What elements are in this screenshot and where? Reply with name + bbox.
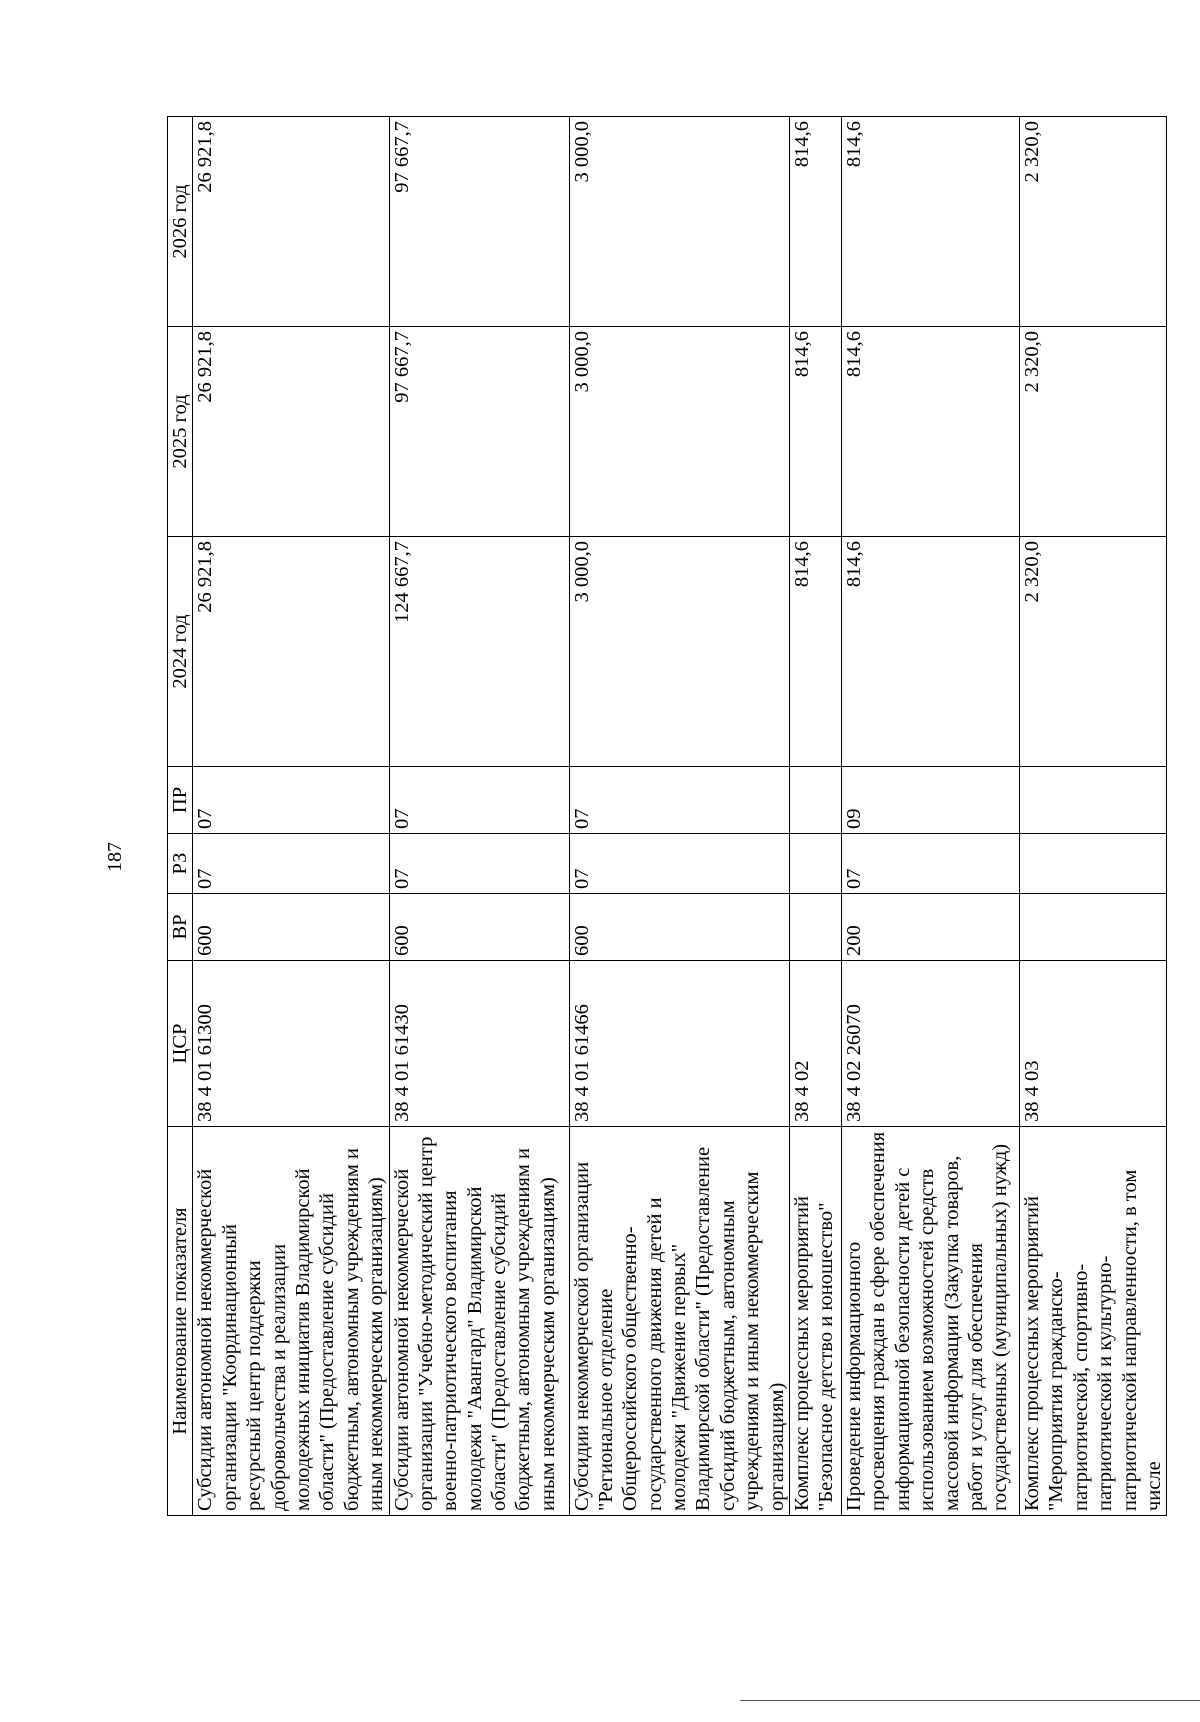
header-2025: 2025 год (168, 327, 193, 537)
table-row (569, 117, 790, 1516)
row-2026: 814,6 (790, 117, 842, 327)
row-2024: 26 921,8 (193, 537, 389, 767)
row-pr: 07 (193, 767, 389, 834)
header-rz: РЗ (168, 834, 193, 894)
table-row (193, 117, 389, 1516)
row-2025: 3 000,0 (569, 327, 790, 537)
row-csr: 38 4 02 (790, 961, 842, 1127)
row-rz (1020, 834, 1167, 894)
row-vr (790, 894, 842, 961)
row-name: Субсидии автономной некоммерческой организации "Координационный ресурсный центр поддержки добровольчества и реализации молодежных инициатив Владимирской области" (Предоставление субсидий бюджетным, автономным учреждениям и иным некоммерческим организациям) (193, 1127, 389, 1516)
row-vr: 600 (569, 894, 790, 961)
row-name: Комплекс процессных мероприятий "Мероприятия гражданско-патриотической, спортивно-патриотической и культурно-патриотической направленности, в том числе (1020, 1127, 1167, 1516)
table-row (1020, 117, 1167, 1516)
row-vr: 600 (193, 894, 389, 961)
header-csr: ЦСР (168, 961, 193, 1127)
header-row (168, 117, 193, 1516)
row-2024: 2 320,0 (1020, 537, 1167, 767)
row-2025: 26 921,8 (193, 327, 389, 537)
row-rz (790, 834, 842, 894)
row-pr: 09 (842, 767, 1020, 834)
row-csr: 38 4 03 (1020, 961, 1167, 1127)
header-2024: 2024 год (168, 537, 193, 767)
header-2026: 2026 год (168, 117, 193, 327)
row-rz: 07 (842, 834, 1020, 894)
budget-table-container (167, 117, 1165, 1516)
row-pr: 07 (389, 767, 569, 834)
row-csr: 38 4 02 26070 (842, 961, 1020, 1127)
row-2024: 814,6 (790, 537, 842, 767)
row-2026: 26 921,8 (193, 117, 389, 327)
table-row (389, 117, 569, 1516)
header-vr: ВР (168, 894, 193, 961)
table-row (790, 117, 842, 1516)
row-name: Субсидии некоммерческой организации "Региональное отделение Общероссийского общественно-государственного движения детей и молодежи "Движение первых" Владимирской области" (Предоставление субсидий бюджетным, автономным учреждениям и иным некоммерческим организациям) (569, 1127, 790, 1516)
row-pr: 07 (569, 767, 790, 834)
header-name: Наименование показателя (168, 1127, 193, 1516)
row-rz: 07 (193, 834, 389, 894)
row-2025: 97 667,7 (389, 327, 569, 537)
row-rz: 07 (389, 834, 569, 894)
row-2026: 97 667,7 (389, 117, 569, 327)
row-csr: 38 4 01 61466 (569, 961, 790, 1127)
row-name: Проведение информационного просвещения граждан в сфере обеспечения информационной безопасности детей с использованием возможностей средств массовой информации (Закупка товаров, работ и услуг для обеспечения государственных (муниципальных) нужд) (842, 1127, 1020, 1516)
row-csr: 38 4 01 61430 (389, 961, 569, 1127)
row-2024: 124 667,7 (389, 537, 569, 767)
scan-edge-line (740, 1700, 1200, 1701)
header-pr: ПР (168, 767, 193, 834)
row-2026: 814,6 (842, 117, 1020, 327)
row-rz: 07 (569, 834, 790, 894)
table-row (842, 117, 1020, 1516)
row-vr: 600 (389, 894, 569, 961)
row-name: Субсидии автономной некоммерческой организации "Учебно-методический центр военно-патриотического воспитания молодежи "Авангард" Владимирской области" (Предоставление субсидий бюджетным, автономным учреждениям и иным некоммерческим организациям) (389, 1127, 569, 1516)
page-number: 187 (104, 842, 126, 872)
row-2024: 3 000,0 (569, 537, 790, 767)
row-2026: 2 320,0 (1020, 117, 1167, 327)
row-2025: 814,6 (842, 327, 1020, 537)
row-pr (790, 767, 842, 834)
row-2024: 814,6 (842, 537, 1020, 767)
row-csr: 38 4 01 61300 (193, 961, 389, 1127)
row-vr (1020, 894, 1167, 961)
row-2026: 3 000,0 (569, 117, 790, 327)
row-2025: 814,6 (790, 327, 842, 537)
budget-table (167, 116, 1167, 1516)
row-pr (1020, 767, 1167, 834)
row-name: Комплекс процессных мероприятий "Безопасное детство и юношество" (790, 1127, 842, 1516)
row-2025: 2 320,0 (1020, 327, 1167, 537)
row-vr: 200 (842, 894, 1020, 961)
